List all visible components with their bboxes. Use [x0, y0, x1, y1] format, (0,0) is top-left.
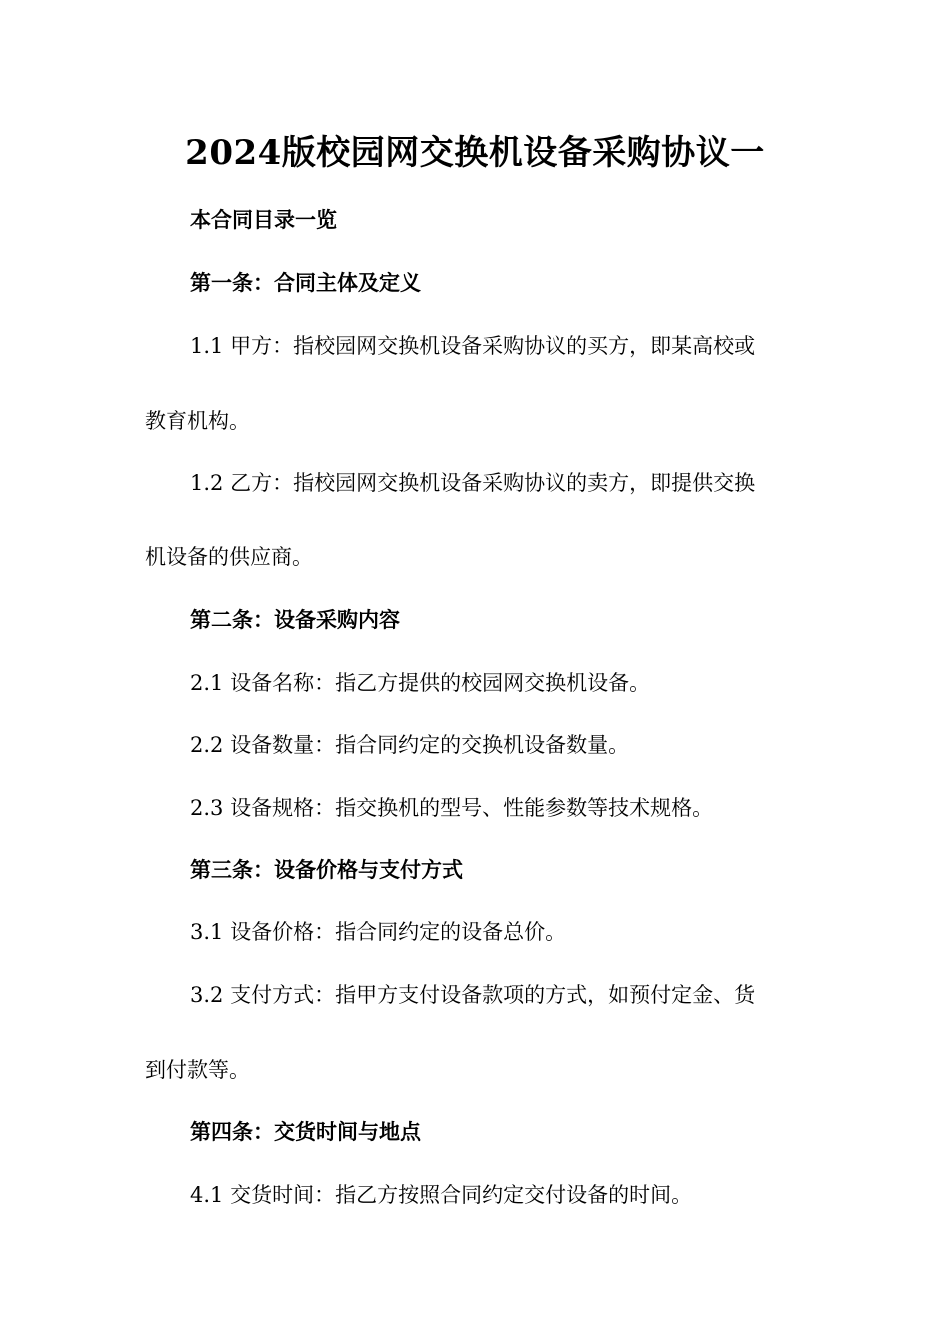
clause-3-2-line-1: 3.2 支付方式：指甲方支付设备款项的方式，如预付定金、货 — [190, 983, 756, 1007]
clause-1-2-line-1: 1.2 乙方：指校园网交换机设备采购协议的卖方，即提供交换 — [190, 471, 756, 495]
clause-1-1-line-1: 1.1 甲方：指校园网交换机设备采购协议的买方，即某高校或 — [190, 334, 756, 358]
clause-4-1: 4.1 交货时间：指乙方按照合同约定交付设备的时间。 — [190, 1183, 693, 1207]
clause-3-1: 3.1 设备价格：指合同约定的设备总价。 — [190, 920, 567, 944]
article-2-heading: 第二条：设备采购内容 — [190, 607, 400, 632]
clause-1-2-line-2: 机设备的供应商。 — [145, 545, 313, 569]
clause-1-1-line-2: 教育机构。 — [145, 409, 250, 433]
clause-2-3: 2.3 设备规格：指交换机的型号、性能参数等技术规格。 — [190, 796, 714, 820]
article-1-heading: 第一条：合同主体及定义 — [190, 270, 421, 295]
article-4-heading: 第四条：交货时间与地点 — [190, 1119, 421, 1144]
clause-2-2: 2.2 设备数量：指合同约定的交换机设备数量。 — [190, 733, 630, 757]
article-3-heading: 第三条：设备价格与支付方式 — [190, 857, 463, 882]
toc-heading: 本合同目录一览 — [190, 207, 337, 232]
clause-3-2-line-2: 到付款等。 — [145, 1058, 250, 1082]
document-title: 2024版校园网交换机设备采购协议一 — [185, 133, 765, 173]
clause-2-1: 2.1 设备名称：指乙方提供的校园网交换机设备。 — [190, 671, 651, 695]
